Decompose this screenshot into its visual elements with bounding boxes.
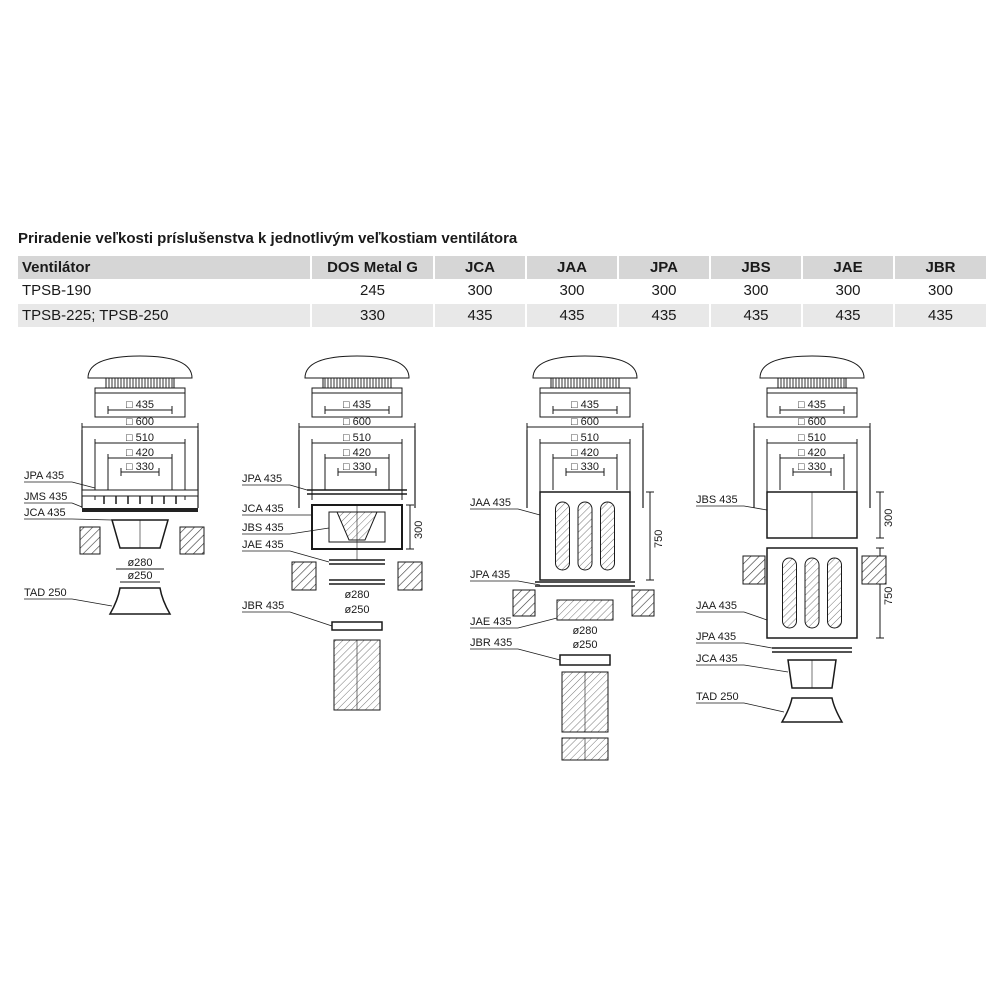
jae-damper [557,600,613,620]
dimension-label: □ 600 [125,416,155,428]
leader-line [744,665,788,672]
page-title: Priradenie veľkosti príslušenstva k jednotlivým veľkostiam ventilátora [18,230,518,247]
dimension-label: 750 [653,529,665,548]
table-cell: TPSB-190 [22,282,92,299]
jbr-flange [332,622,382,630]
leader-line [744,703,784,712]
roof-wall-section [398,562,422,590]
table-cell: 435 [526,303,618,327]
table-cell: 330 [311,303,434,327]
header-jae: JAE [802,256,894,279]
dimension-label: □ 435 [797,399,827,411]
roof-wall-section [292,562,316,590]
roof-wall-section [513,590,535,616]
part-label: TAD 250 [24,587,67,599]
table-cell: 300 [894,279,986,303]
part-label: JBR 435 [470,637,513,649]
leader-line [744,506,767,510]
part-label: JMS 435 [24,491,68,503]
table-cell: 435 [894,303,986,327]
roof-wall-section [743,556,765,584]
table-cell: 300 [710,279,802,303]
fan-fins [106,378,174,388]
leader-line [72,519,112,520]
leader-line [518,649,560,660]
part-label: JPA 435 [24,470,65,482]
dimension-label: □ 420 [342,447,372,459]
drawing-4 [696,356,895,722]
leader-line [744,643,772,648]
part-label: JCA 435 [242,503,284,515]
fan-hood [533,356,637,378]
jbr-flange [560,655,610,665]
part-label: JBS 435 [242,522,284,534]
header-jpa: JPA [618,256,710,279]
dimension-label: □ 510 [125,432,155,444]
fan-hood [305,356,409,378]
part-label: JAA 435 [696,600,737,612]
dimension-label: □ 435 [125,399,155,411]
drawing-3 [470,356,665,760]
dimension-label: □ 330 [342,461,372,473]
roof-wall-section [632,590,654,616]
table-cell: 300 [802,279,894,303]
silencer-baffle [556,502,570,570]
header-jca: JCA [434,256,526,279]
leader-line [72,503,82,507]
dimension-label: 300 [413,520,425,539]
dimension-label: □ 600 [342,416,372,428]
roof-wall-section [80,527,100,554]
drawing-2 [242,356,425,710]
drawing-1 [24,356,204,614]
leader-line [744,612,767,620]
dimension-label: ø250 [572,639,598,651]
part-label: TAD 250 [696,691,739,703]
roof-wall-section [862,556,886,584]
dimension-label: □ 420 [797,447,827,459]
dimension-label: □ 435 [570,399,600,411]
fan-hood [760,356,864,378]
tad-flange [110,588,170,614]
dimension-label: ø280 [127,557,153,569]
leader-line [518,509,540,515]
table-cell: 300 [618,279,710,303]
header-fan: Ventilátor [18,256,311,279]
dimension-label: 300 [883,508,895,527]
header-dos-metal-g: DOS Metal G [311,256,434,279]
header-jaa: JAA [526,256,618,279]
silencer-baffle [805,558,819,628]
part-label: JBS 435 [696,494,738,506]
silencer-baffle [601,502,615,570]
jpa-plate [82,490,198,496]
part-label: JBR 435 [242,600,285,612]
dimension-label: 750 [883,586,895,605]
table-cell: 245 [311,279,434,303]
dimension-label: □ 510 [570,432,600,444]
drawings-layer [24,356,895,760]
dimension-label: ø250 [344,604,370,616]
leader-line [72,599,112,606]
table-cell: 435 [618,303,710,327]
dimension-label: □ 420 [125,447,155,459]
tad-flange [782,698,842,722]
dimension-label: □ 435 [342,399,372,411]
dimension-label: ø280 [344,589,370,601]
fan-fins [551,378,619,388]
dimension-label: □ 330 [797,461,827,473]
fan-base-plate [767,388,857,393]
jms-frame [82,508,198,512]
dimension-label: □ 330 [570,461,600,473]
table-cell: 300 [526,279,618,303]
part-label: JPA 435 [242,473,283,485]
dimension-label: □ 600 [797,416,827,428]
fan-base-plate [95,388,185,393]
silencer-baffle [578,502,592,570]
table-cell: 435 [710,303,802,327]
part-label: JAE 435 [470,616,512,628]
dimension-label: ø280 [572,625,598,637]
dimension-label: □ 510 [342,432,372,444]
leader-line [72,482,95,488]
dimension-label: □ 330 [125,461,155,473]
fan-base-plate [312,388,402,393]
header-jbs: JBS [710,256,802,279]
dimension-label: □ 510 [797,432,827,444]
table-cell: 435 [434,303,526,327]
leader-line [290,612,332,626]
part-label: JPA 435 [696,631,737,643]
fan-fins [323,378,391,388]
dimension-label: ø250 [127,570,153,582]
part-label: JCA 435 [24,507,66,519]
dimension-label: □ 600 [570,416,600,428]
fan-base-plate [540,388,630,393]
header-jbr: JBR [894,256,986,279]
part-label: JCA 435 [696,653,738,665]
part-label: JPA 435 [470,569,511,581]
leader-line [518,618,557,628]
leader-line [290,551,329,562]
silencer-baffle [828,558,842,628]
table-cell: 300 [434,279,526,303]
part-label: JAA 435 [470,497,511,509]
part-label: JAE 435 [242,539,284,551]
table-cell: TPSB-225; TPSB-250 [18,303,311,327]
roof-wall-section [180,527,204,554]
fan-fins [778,378,846,388]
fan-hood [88,356,192,378]
table-cell: 435 [802,303,894,327]
silencer-baffle [783,558,797,628]
dimension-label: □ 420 [570,447,600,459]
